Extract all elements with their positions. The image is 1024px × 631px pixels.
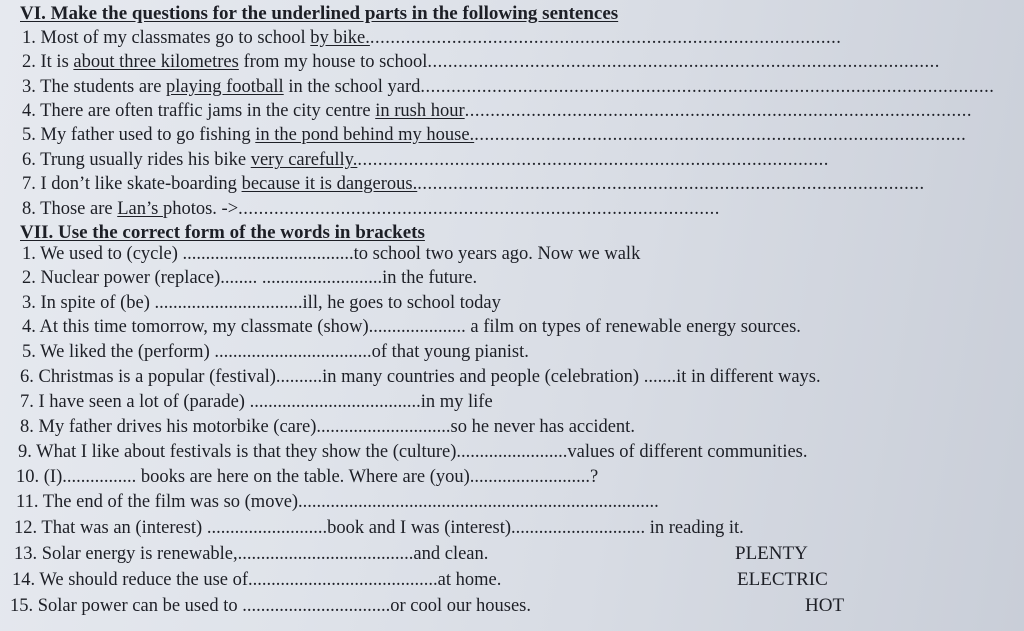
s7-item-13: 13. Solar energy is renewable,......................................and clean. [14,544,489,564]
s6-item-8: 8. Those are Lan’s photos. ->.............................................................................................. [22,199,720,219]
s7-item-1: 1. We used to (cycle) .....................................to school two years ago. Now we walk [22,244,641,264]
s6-item-7-underlined: because it is dangerous. [241,174,418,194]
s6-item-8-underlined: Lan’s [117,199,163,219]
s6-item-3-text: 3. The students are [22,77,167,97]
s6-item-4-answer-blank: ................................................................................................... [464,101,973,121]
s7-item-8: 8. My father drives his motorbike (care).............................so he never has accident. [20,417,635,437]
s6-item-7-answer-blank: ................................................................................................... [417,174,925,194]
s7-item-11: 11. The end of the film was so (move).............................................................................. [16,492,659,512]
s7-item-4: 4. At this time tomorrow, my classmate (show)..................... a film on types of renewable energy sources. [22,317,801,337]
s7-item-14: 14. We should reduce the use of.........................................at home. [12,570,502,590]
s7-item-9: 9. What I like about festivals is that they show the (culture)........................values of different communities. [18,442,808,462]
s6-item-3: 3. The students are playing football in the school yard................................................................................................................ [22,77,995,97]
s6-item-8-text: 8. Those are [22,199,118,219]
s6-item-4-text: 4. There are often traffic jams in the city centre [22,101,376,121]
hint-word-hot: HOT [805,595,845,616]
s7-item-10: 10. (I)................ books are here on the table. Where are (you)..........................? [16,467,599,487]
s6-item-2-text: 2. It is [22,52,74,72]
s6-item-7 [22,172,925,196]
s6-item-4-underlined: in rush hour [375,101,465,121]
s6-item-2: 2. It is about three kilometres from my house to school.................................................................................................... [22,52,940,72]
s7-item-15: 15. Solar power can be used to ................................or cool our houses. [10,596,531,616]
s6-item-5-text: 5. My father used to go fishing [22,125,256,145]
s6-item-2-underlined: about three kilometres [73,52,239,72]
s7-item-2: 2. Nuclear power (replace)........ ..........................in the future. [22,268,478,288]
s6-item-7-text: 7. I don’t like skate-boarding [22,174,242,194]
s6-item-6-answer-blank: ............................................................................................ [357,150,829,170]
s6-item-3-underlined: playing football [166,77,284,97]
s6-item-5-underlined: in the pond behind my house. [255,125,475,145]
s6-item-5-answer-blank: ................................................................................................ [474,125,967,145]
hint-word-plenty: PLENTY [735,543,808,564]
s7-item-12: 12. That was an (interest) ..........................book and I was (interest)............................. in reading it. [14,518,744,538]
s6-item-5 [22,123,966,147]
s6-item-1-answer-blank: ............................................................................................ [369,28,842,48]
s6-item-3-answer-blank: ................................................................................................................ [420,77,995,97]
s6-item-4 [22,99,972,123]
section-7-heading: VII. Use the correct form of the words in brackets [20,222,425,243]
s7-item-3: 3. In spite of (be) ................................ill, he goes to school today [22,293,501,313]
s7-item-6: 6. Christmas is a popular (festival)..........in many countries and people (celebration) .......it in different ways. [20,367,821,387]
s6-item-1-text: 1. Most of my classmates go to school [22,28,311,48]
s6-item-6 [22,148,829,172]
s7-item-5: 5. We liked the (perform) ..................................of that young pianist. [22,342,529,362]
s7-item-7: 7. I have seen a lot of (parade) .....................................in my life [20,392,493,412]
hint-word-electric: ELECTRIC [737,569,828,590]
section-6-heading: VI. Make the questions for the underlined parts in the following sentences [20,3,619,24]
s6-item-6-text: 6. Trung usually rides his bike [22,150,251,170]
s6-item-2-answer-blank: .................................................................................................... [427,52,940,72]
s6-item-1 [22,26,841,50]
s6-item-1-underlined: by bike. [310,28,370,48]
s6-item-6-underlined: very carefully. [250,150,358,170]
s6-item-8-answer-blank: .............................................................................................. [238,199,720,219]
